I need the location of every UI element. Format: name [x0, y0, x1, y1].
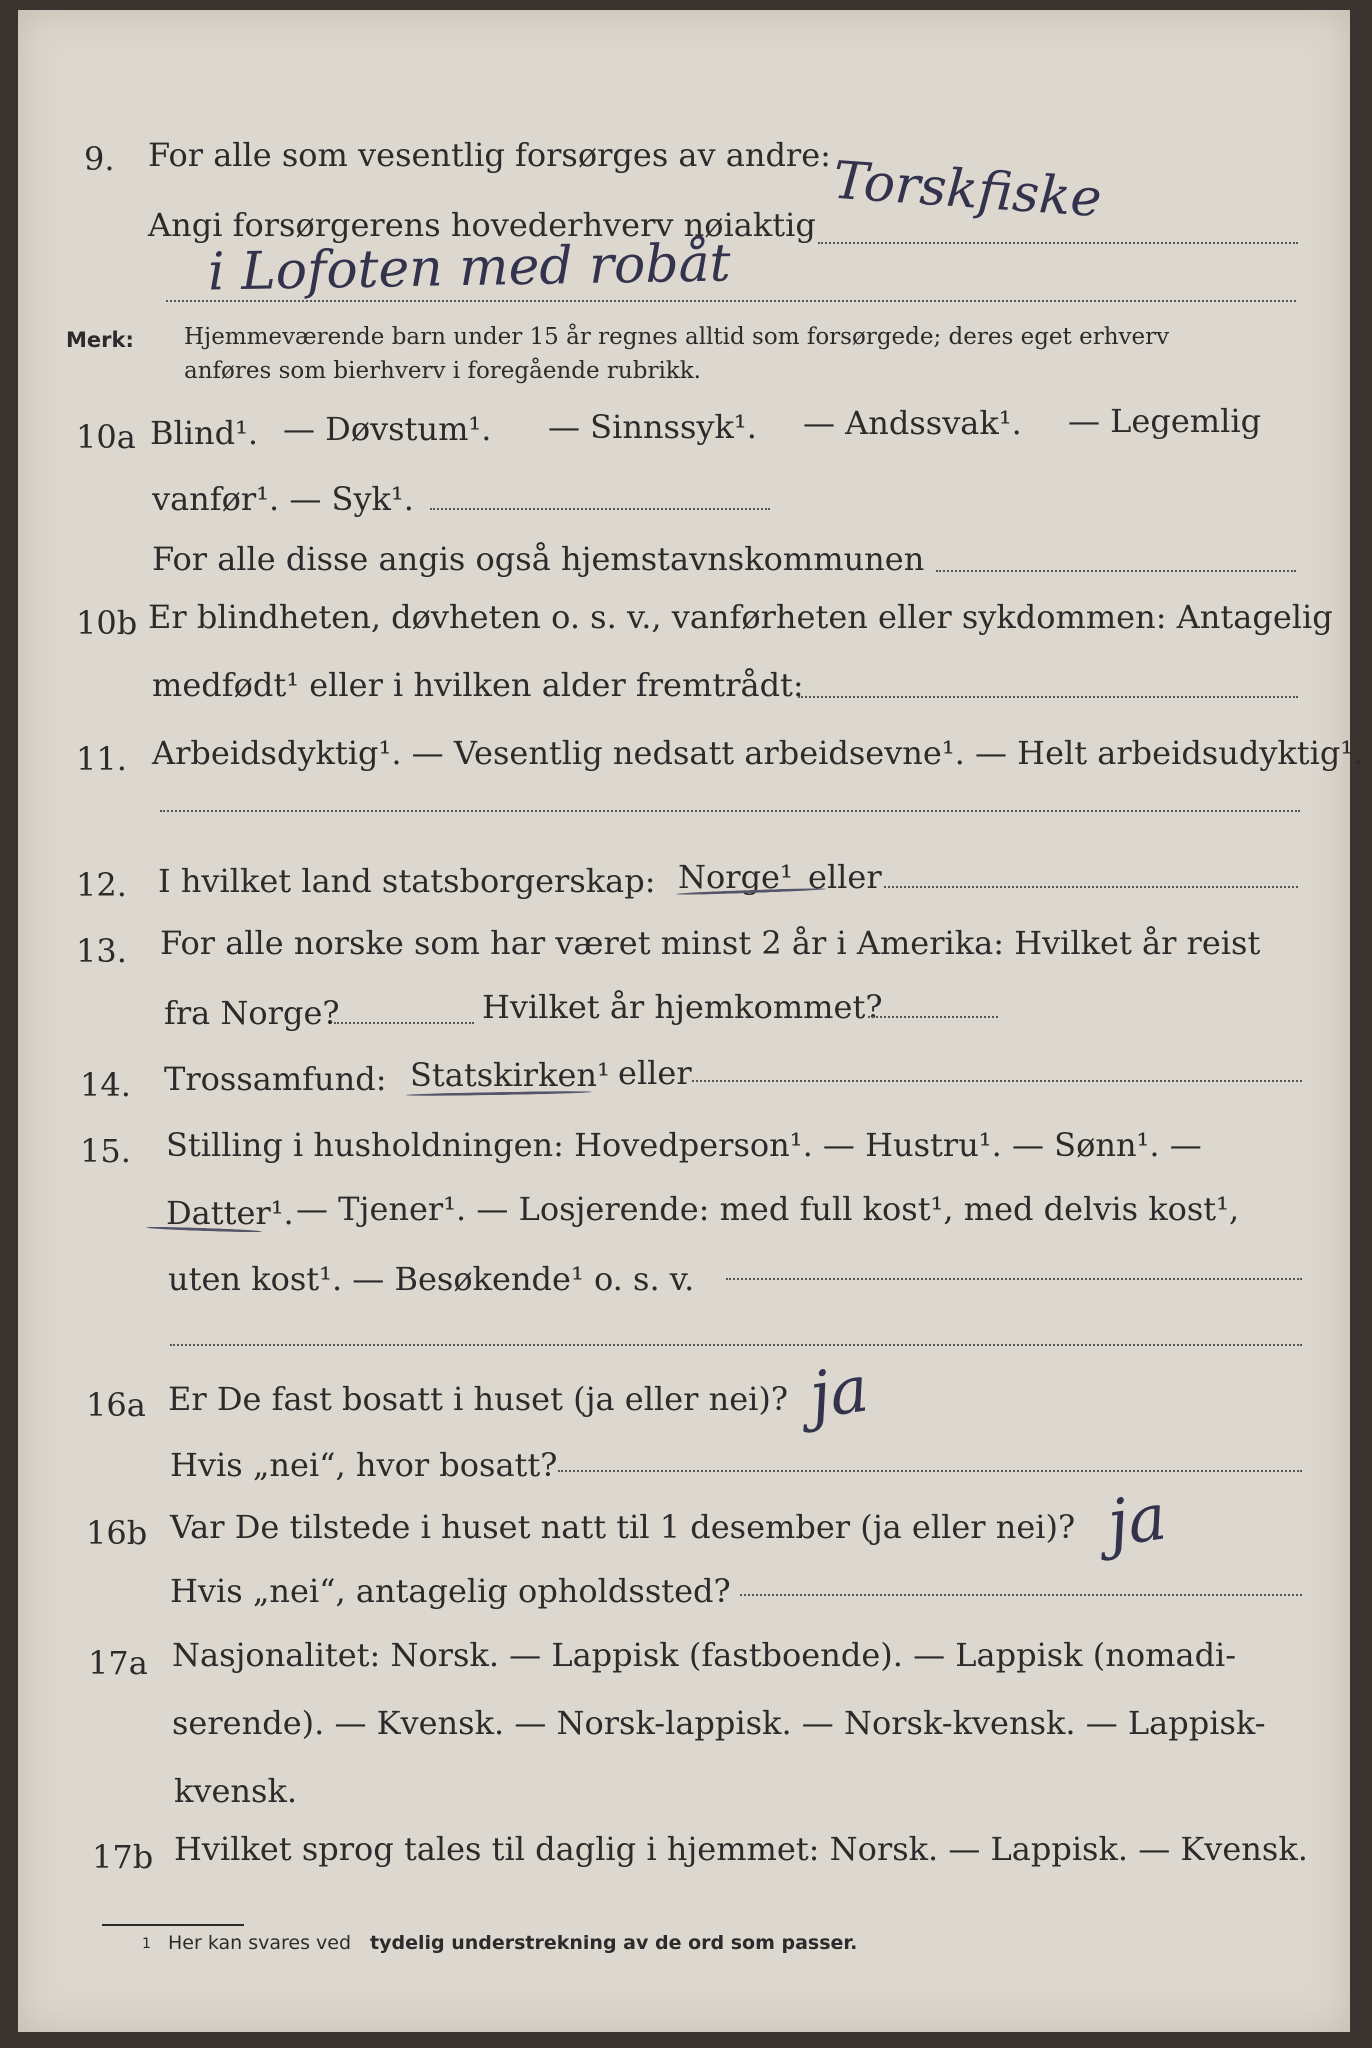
q15-line2: — Tjener¹. — Losjerende: med full kost¹, med delvis kost¹,	[296, 1190, 1240, 1228]
q9-answer-line1	[818, 242, 1298, 244]
q10a-dovstum: — Døvstum¹.	[283, 410, 492, 448]
q14-number: 14.	[80, 1066, 131, 1104]
q17a-line3: kvensk.	[174, 1772, 297, 1810]
q16a-number: 16a	[86, 1386, 146, 1424]
q10a-syk-line	[430, 508, 770, 510]
q16b-line2: Hvis „nei“, antagelig opholdssted?	[170, 1572, 731, 1610]
q16a-line2: Hvis „nei“, hvor bosatt?	[170, 1446, 558, 1484]
q14-trossamfund: Trossamfund:	[164, 1060, 387, 1098]
q13-fra-norge: fra Norge?	[164, 994, 340, 1032]
q15-osv-line	[726, 1278, 1302, 1280]
q13-reist-line	[334, 1022, 474, 1024]
q13-hjemkommet-line	[868, 1016, 998, 1018]
q9-line2: Angi forsørgerens hovederhverv nøiaktig	[148, 206, 816, 244]
q15-line3: uten kost¹. — Besøkende¹ o. s. v.	[168, 1260, 695, 1298]
q10a-number: 10a	[76, 418, 136, 456]
q14-statskirken: Statskirken¹	[410, 1056, 610, 1094]
q12-answer-line	[884, 886, 1298, 888]
q10a-legemlig: — Legemlig	[1068, 402, 1262, 440]
q14-answer-line	[692, 1080, 1302, 1082]
q10a-line3: For alle disse angis også hjemstavnskommunen	[152, 540, 925, 578]
q10b-alder-line	[798, 696, 1298, 698]
q16a-line1: Er De fast bosatt i huset (ja eller nei)?	[168, 1380, 789, 1418]
q12-statsborgerskap: I hvilket land statsborgerskap:	[158, 862, 656, 900]
q17a-line1: Nasjonalitet: Norsk. — Lappisk (fastboende). — Lappisk (nomadi-	[172, 1636, 1237, 1674]
merk-line2: anføres som bierhverv i foregående rubrikk.	[184, 358, 701, 384]
q12-eller: eller	[808, 858, 882, 896]
q17b-line1: Hvilket sprog tales til daglig i hjemmet: Norsk. — Lappisk. — Kvensk.	[174, 1830, 1308, 1868]
footnote-rule	[102, 1924, 244, 1926]
q15-answer-line	[170, 1344, 1302, 1346]
q17b-number: 17b	[92, 1838, 154, 1876]
q9-number: 9.	[84, 140, 115, 178]
census-form-page	[18, 10, 1364, 2032]
q16a-handwritten-answer: ja	[805, 1352, 873, 1434]
q9-handwritten-answer1: Torskfiske	[831, 150, 1104, 230]
q9-handwritten-answer2: i Lofoten med robåt	[207, 233, 731, 303]
q13-number: 13.	[76, 932, 127, 970]
q15-number: 15.	[80, 1132, 131, 1170]
footnote-text-b: tydelig understrekning av de ord som passer.	[370, 1932, 858, 1954]
merk-line1: Hjemmeværende barn under 15 år regnes alltid som forsørgede; deres eget erhverv	[184, 324, 1170, 350]
q9-line1: For alle som vesentlig forsørges av andre:	[148, 136, 831, 174]
q16b-handwritten-answer: ja	[1103, 1480, 1171, 1562]
q13-line1: For alle norske som har været minst 2 år i Amerika: Hvilket år reist	[160, 924, 1261, 962]
merk-label: Merk:	[66, 328, 134, 352]
q11-number: 11.	[76, 740, 127, 778]
q14-eller: eller	[618, 1054, 692, 1092]
q10a-sinnssyk: — Sinnssyk¹.	[548, 408, 757, 446]
q10a-blind: Blind¹.	[150, 414, 259, 452]
q17a-number: 17a	[88, 1644, 148, 1682]
q15-line1: Stilling i husholdningen: Hovedperson¹. — Hustru¹. — Sønn¹. —	[166, 1126, 1202, 1164]
q13-hjemkommet: Hvilket år hjemkommet?	[482, 988, 883, 1026]
q16b-line1: Var De tilstede i huset natt til 1 desember (ja eller nei)?	[170, 1508, 1076, 1546]
q11-answer-line	[160, 810, 1300, 812]
q16b-opholdssted-line	[740, 1594, 1302, 1596]
q11-line1: Arbeidsdyktig¹. — Vesentlig nedsatt arbeidsevne¹. — Helt arbeidsudyktig¹.	[152, 734, 1364, 772]
q10b-line2: medfødt¹ eller i hvilken alder fremtrådt:	[152, 666, 804, 704]
q10a-hjemstavn-line	[936, 570, 1296, 572]
q12-norge: Norge¹	[678, 858, 793, 896]
footnote-text-a: Her kan svares ved	[168, 1932, 352, 1954]
footnote-mark: 1	[142, 1936, 151, 1952]
q16a-bosatt-line	[558, 1470, 1302, 1472]
q10b-number: 10b	[76, 604, 138, 642]
q10a-line2: vanfør¹. — Syk¹.	[152, 480, 414, 518]
q16b-number: 16b	[86, 1514, 148, 1552]
q15-datter: Datter¹.	[166, 1194, 294, 1232]
q10b-line1: Er blindheten, døvheten o. s. v., vanførheten eller sykdommen: Antagelig	[148, 598, 1333, 636]
q12-number: 12.	[76, 866, 127, 904]
q17a-line2: serende). — Kvensk. — Norsk-lappisk. — Norsk-kvensk. — Lappisk-	[172, 1704, 1266, 1742]
q10a-andssvak: — Andssvak¹.	[803, 404, 1022, 442]
